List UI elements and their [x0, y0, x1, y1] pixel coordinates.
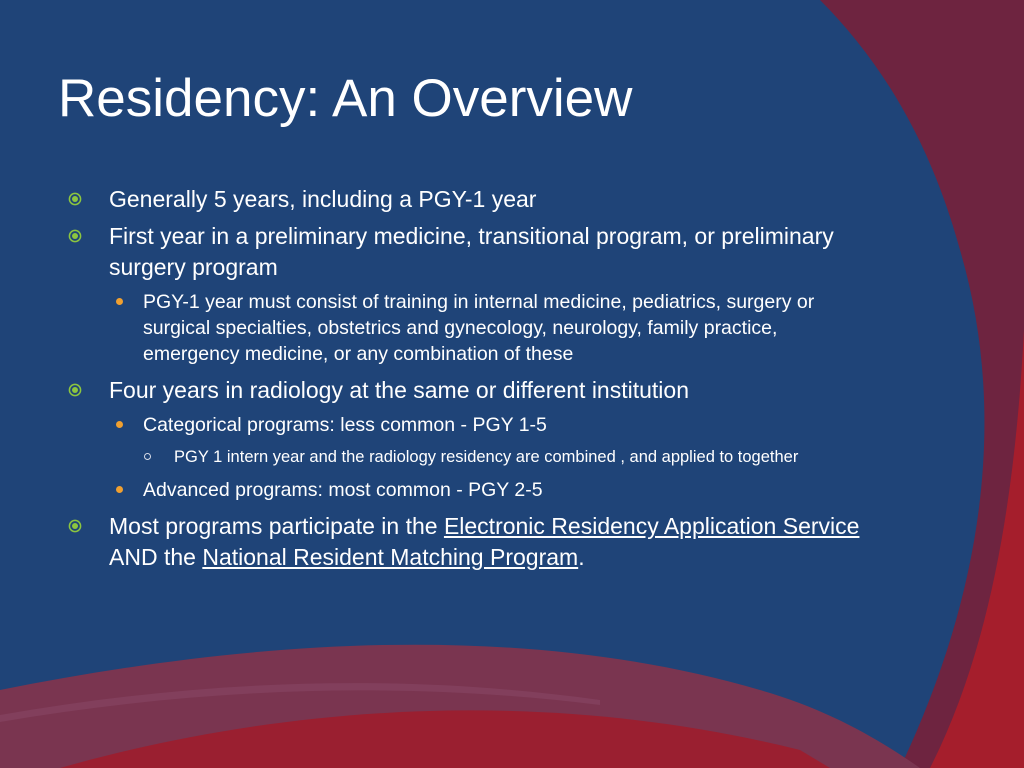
bullet-text-prefix: Most programs participate in the — [109, 513, 444, 539]
dot-bullet-icon — [116, 486, 123, 493]
nrmp-link[interactable]: National Resident Matching Program — [202, 544, 579, 570]
sub-sub-bullet-text: PGY 1 intern year and the radiology residency are combined , and applied to together — [174, 448, 799, 466]
circle-bullet-icon — [68, 192, 82, 206]
sub-bullet-item — [66, 477, 866, 503]
bullet-text-middle: AND the — [109, 544, 203, 570]
sub-bullet-text: Categorical programs: less common - PGY 1-5 — [143, 414, 547, 436]
bullet-item — [66, 511, 866, 573]
sub-bullet-item — [66, 289, 866, 367]
bullet-item — [66, 184, 866, 215]
circle-bullet-icon — [68, 383, 82, 397]
sub-bullet-text: Advanced programs: most common - PGY 2-5 — [143, 479, 543, 501]
bullet-item — [66, 221, 866, 283]
slide-title: Residency: An Overview — [58, 69, 633, 128]
bullet-text: Four years in radiology at the same or different institution — [109, 377, 689, 403]
bullet-list — [66, 184, 866, 579]
circle-bullet-icon — [68, 229, 82, 243]
sub-sub-bullet-item — [66, 446, 866, 468]
bullet-text: Generally 5 years, including a PGY-1 year — [109, 186, 537, 212]
bullet-text: First year in a preliminary medicine, transitional program, or preliminary surgery program — [109, 223, 834, 280]
bullet-item — [66, 375, 866, 406]
bullet-text-suffix: . — [578, 544, 585, 570]
hollow-circle-bullet-icon — [144, 453, 151, 460]
sub-bullet-text: PGY-1 year must consist of training in internal medicine, pediatrics, surgery or surgical specialties, obstetrics and gynecology, neurology, family practice, emergency medicine, or any combination of these — [143, 291, 815, 365]
eras-link[interactable]: Electronic Residency Application Service — [443, 513, 860, 539]
circle-bullet-icon — [68, 519, 82, 533]
dot-bullet-icon — [116, 298, 123, 305]
sub-bullet-item — [66, 412, 866, 438]
dot-bullet-icon — [116, 421, 123, 428]
